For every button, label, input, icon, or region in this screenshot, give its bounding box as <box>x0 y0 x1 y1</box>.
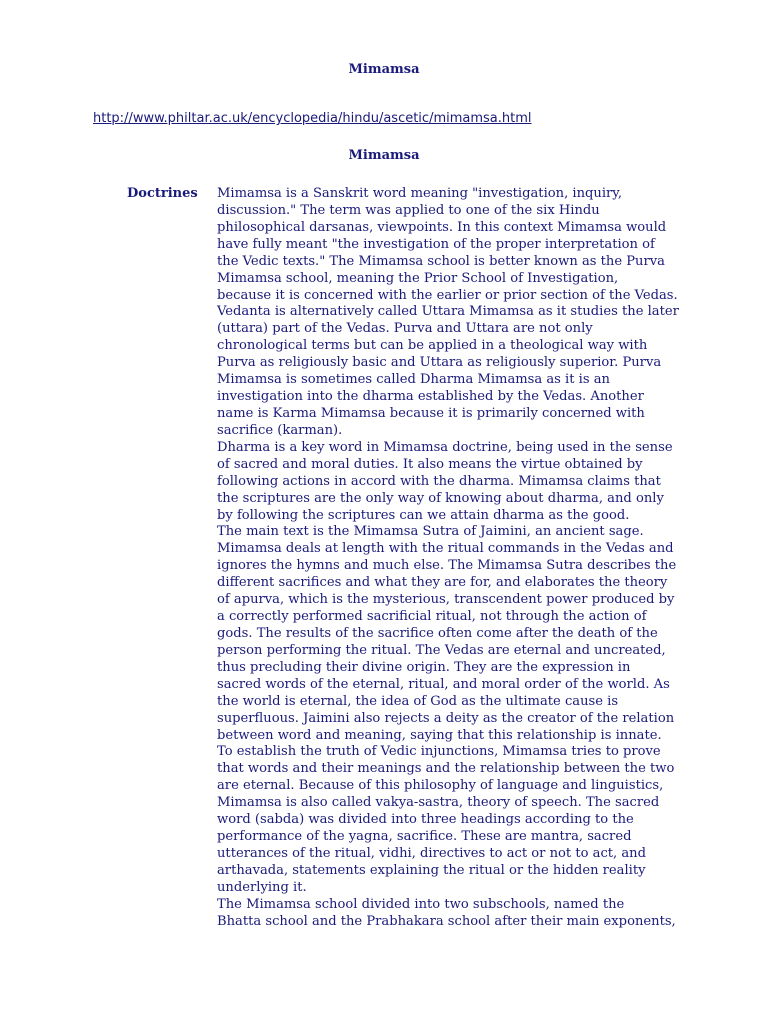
body-text-line: The Mimamsa school divided into two subschools, named the <box>217 896 625 912</box>
body-text-line: The main text is the Mimamsa Sutra of Jaimini, an ancient sage. <box>217 524 644 540</box>
body-text-line: performance of the yagna, sacrifice. These are mantra, sacred <box>217 829 632 845</box>
body-text-line: word (sabda) was divided into three headings according to the <box>217 812 634 828</box>
body-text-line: are eternal. Because of this philosophy of language and linguistics, <box>217 778 664 794</box>
body-text-line: philosophical darsanas, viewpoints. In this context Mimamsa would <box>217 219 667 235</box>
body-text-line: the scriptures are the only way of knowing about dharma, and only <box>217 490 664 506</box>
body-text-line: by following the scriptures can we attain dharma as the good. <box>217 507 630 523</box>
body-text-line: Mimamsa is a Sanskrit word meaning "investigation, inquiry, <box>217 186 623 201</box>
body-text-line: that words and their meanings and the relationship between the two <box>217 761 675 777</box>
body-text-line: of sacred and moral duties. It also means the virtue obtained by <box>217 456 643 472</box>
body-text-line: Dharma is a key word in Mimamsa doctrine, being used in the sense <box>217 439 673 455</box>
body-text-line: Mimamsa is sometimes called Dharma Mimamsa as it is an <box>217 372 610 388</box>
body-text-line: have fully meant "the investigation of the proper interpretation of <box>217 236 655 252</box>
source-url-link[interactable]: http://www.philtar.ac.uk/encyclopedia/hindu/ascetic/mimamsa.html <box>93 111 532 126</box>
body-text-line: investigation into the dharma established by the Vedas. Another <box>217 389 644 405</box>
body-text-line: chronological terms but can be applied in a theological way with <box>217 338 648 354</box>
body-text-line: because it is concerned with the earlier or prior section of the Vedas. <box>217 287 678 303</box>
body-text-line: superfluous. Jaimini also rejects a deity as the creator of the relation <box>217 710 675 726</box>
body-text-line: To establish the truth of Vedic injunctions, Mimamsa tries to prove <box>217 744 661 760</box>
body-text-line: discussion." The term was applied to one of the six Hindu <box>217 202 600 218</box>
body-text-line: Mimamsa school, meaning the Prior School of Investigation, <box>217 270 619 286</box>
body-text-line: Mimamsa deals at length with the ritual commands in the Vedas and <box>217 541 674 557</box>
body-text-line: sacred words of the eternal, ritual, and moral order of the world. As <box>217 676 670 692</box>
body-text-line: utterances of the ritual, vidhi, directives to act or not to act, and <box>217 845 646 861</box>
body-text-line: (uttara) part of the Vedas. Purva and Uttara are not only <box>217 321 593 337</box>
body-text-line: different sacrifices and what they are for, and elaborates the theory <box>217 575 668 591</box>
body-text-line: ignores the hymns and much else. The Mimamsa Sutra describes the <box>217 558 677 574</box>
body-text-line: the world is eternal, the idea of God as the ultimate cause is <box>217 693 619 709</box>
body-text-line: underlying it. <box>217 879 307 895</box>
doctrines-body-text <box>217 186 679 931</box>
body-text-line: of apurva, which is the mysterious, transcendent power produced by <box>217 592 675 608</box>
body-text-line: between word and meaning, saying that this relationship is innate. <box>217 727 662 743</box>
page-subtitle: Mimamsa <box>348 148 420 163</box>
body-text-line: arthavada, statements explaining the ritual or the hidden reality <box>217 862 646 878</box>
section-label-doctrines: Doctrines <box>127 186 198 201</box>
body-text-line: sacrifice (karman). <box>217 422 343 438</box>
body-text-line: person performing the ritual. The Vedas are eternal and uncreated, <box>217 642 666 658</box>
body-text-line: Purva as religiously basic and Uttara as religiously superior. Purva <box>217 355 662 371</box>
body-text-line: name is Karma Mimamsa because it is primarily concerned with <box>217 405 645 421</box>
body-text-line: gods. The results of the sacrifice often come after the death of the <box>217 625 658 641</box>
body-text-line: the Vedic texts." The Mimamsa school is better known as the Purva <box>217 253 665 269</box>
body-text-line: following actions in accord with the dharma. Mimamsa claims that <box>217 473 661 489</box>
page-title: Mimamsa <box>348 62 420 77</box>
body-text-line: Mimamsa is also called vakya-sastra, theory of speech. The sacred <box>217 795 660 811</box>
body-text-line: a correctly performed sacrificial ritual, not through the action of <box>217 609 647 625</box>
body-text-line: Bhatta school and the Prabhakara school after their main exponents, <box>217 913 676 929</box>
body-text-line: Vedanta is alternatively called Uttara Mimamsa as it studies the later <box>217 304 679 320</box>
body-text-line: thus precluding their divine origin. They are the expression in <box>217 659 631 675</box>
